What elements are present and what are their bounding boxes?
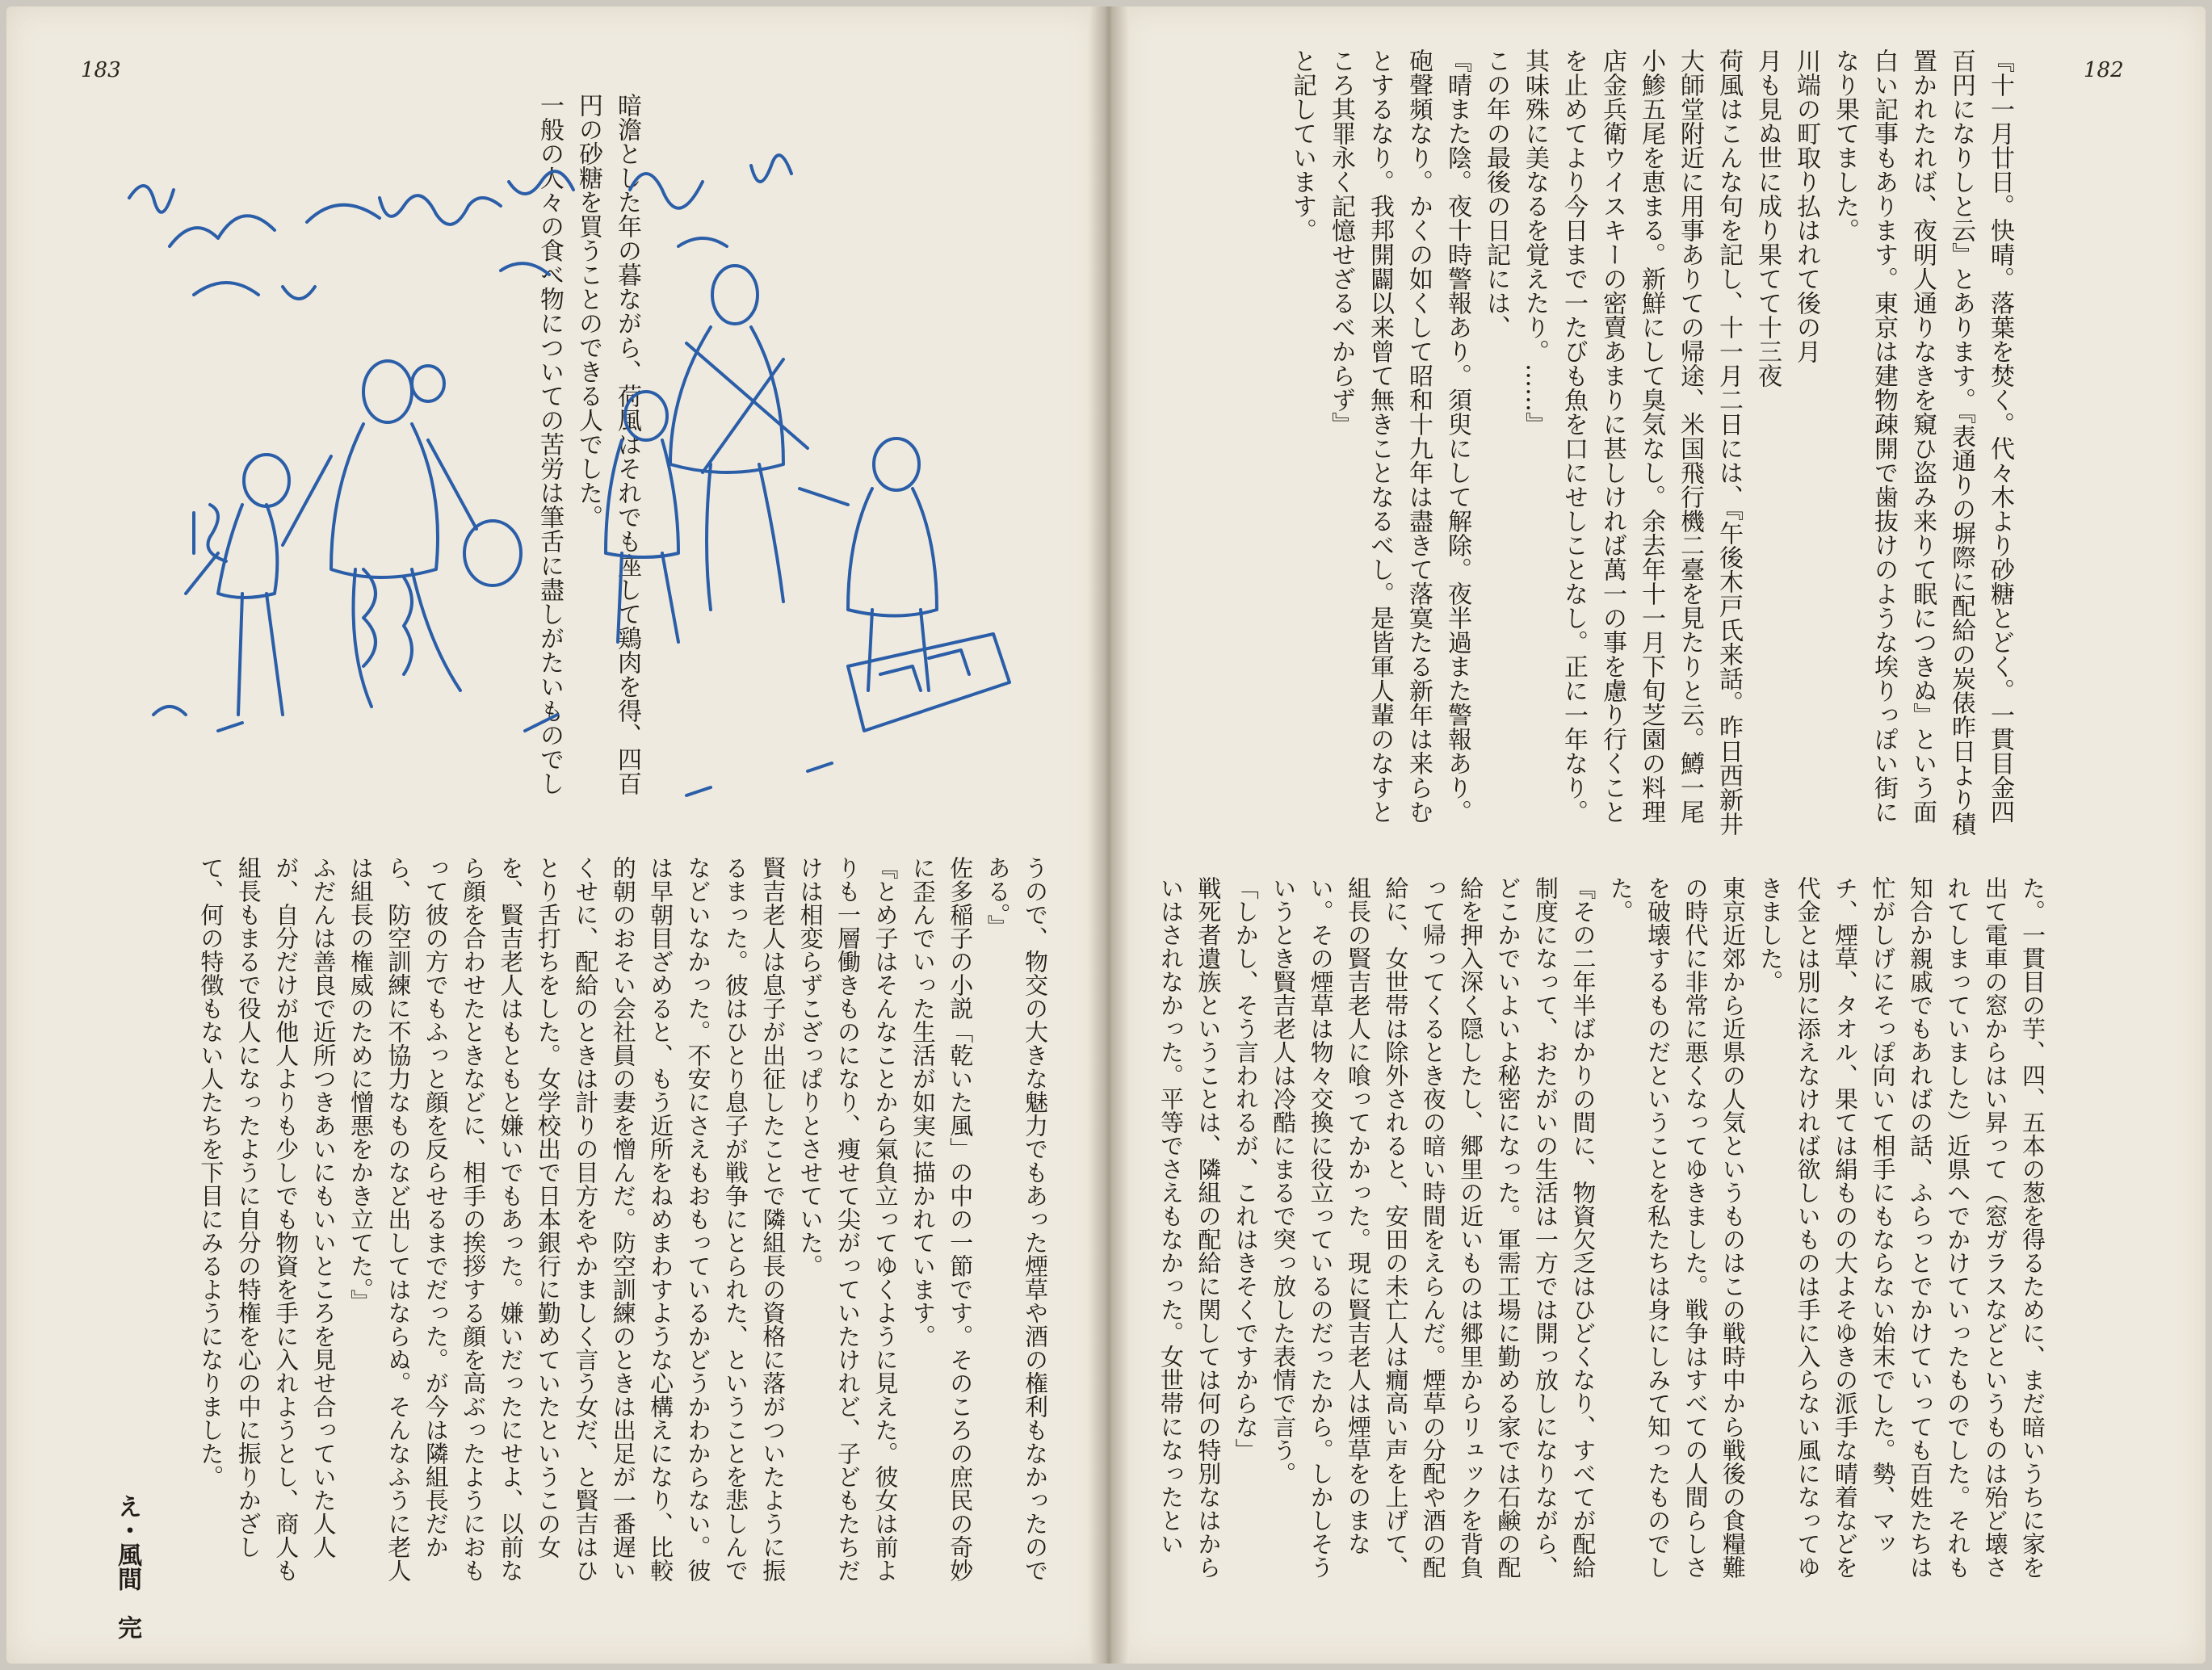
book-gutter [1089, 6, 1129, 1664]
right-page-lower-text: た。一貫目の芋、四、五本の葱を得るために、まだ暗いうちに家を出て電車の窓からはい昇って（窓ガラスなどというものは殆ど壊されてしまっていました）近県へでかけていったものでした。それも知合か親戚でもあればの話、ふらっとでかけていっても百姓たちは忙がしげにそっぽ向いて相手にもならない始末でした。勢、マッチ、煙草、タオル、果ては絹ものの大よそゆきの派手な晴着などを代金とは別に添えなければ欲しいものは手に入らない風になってゆきました。 東京近郊から近県の人気というものはこの戦時中から戦後の食糧難の時代に非常に悪くなってゆきました。戦争はすべての人間らしさを破壊するものだということを私たちは身にしみて知ったものでした。 『その二年半ばかりの間に、物資欠乏はひどくなり、すべてが配給制度になって、おたがいの生活は一方では開っ放しになりながら、どこかでいよいよ秘密になった。軍需工場に勤める家では石鹸の配給を押入深く隠したし、郷里の近いものは郷里からリュックを背負って帰ってくるとき夜の暗い時間をえらんだ。煙草の分配や酒の配給に、女世帯は除外されると、安田の未亡人は癇高い声を上げて、組長の賢吉老人に喰ってかかった。現に賢吉老人は煙草をのまない。その煙草は物々交換に役立っているのだったから。しかしそういうとき賢吉老人は冷酷にまるで突っ放した表情で言う。 「しかし、そう言われるが、これはきそくですからな」 戦死者遺族ということは、隣組の配給に関しては何の特別なはからいはされなかった。平等でさえもなかった。女世帯になったとい [1157, 876, 2046, 1579]
left-page-upper-text: 暗澹とした年の暮ながら、荷風はそれでも座して鶏肉を得、四百円の砂糖を買うことのできる人でした。 一般の人々の食べ物についての苦労は筆舌に盡しがたいものでし [535, 93, 641, 795]
left-page-lower-text: うので、物交の大きな魅力でもあった煙草や酒の権利もなかったのである。』 佐多稲子の小説「乾いた風」の中の一節です。そのころの庶民の奇妙に歪んでいった生活が如実に描かれています。 『とめ子はそんなことから氣負立ってゆくように見えた。彼女は前よりも一層働きものになり、痩せて尖がっていたけれど、子どもたちだけは相変らずこざっぱりとさせていた。 賢吉老人は息子が出征したことで隣組長の資格に落がついたように振るまった。彼はひとり息子が戦争にとられた、ということを悲しんでなどいなかった。不安にさえもおもっているかどうかわからない。彼は早朝目ざめると、もう近所をねめまわすような心構えになり、比較的朝のおそい会社員の妻を憎んだ。防空訓練のときは出足が一番遅いくせに、配給のときは計りの目方をやかましく言う女だ、と賢吉はひとり舌打ちをした。女学校出で日本銀行に勤めていたというこの女を、賢吉老人はもともと嫌いでもあった。嫌いだったにせよ、以前なら顔を合わせたときなどに、相手の挨拶する顔を高ぶったようにおもって彼の方でもふっと顔を反らせるまでだった。が今は隣組長だから、防空訓練に不協力なものなど出してはならぬ。そんなふうに老人は組長の権威のために憎悪をかき立てた。』 ふだんは善良で近所つきあいにもいいところを見せ合っていた人人が、自分だけが他人よりも少しでも物資を手に入れようとし、商人も組長もまるで役人になったように自分の特権を心の中に振りかざして、何の特徴もない人たちを下目にみるようになりました。 [197, 856, 1049, 1582]
right-page-upper-text: 『十一月廿日。快晴。落葉を焚く。代々木より砂糖とどく。一貫目金四百円になりしと云』とあります。『表通りの塀際に配給の炭俵昨日より積置かれたれば、夜明人通りなきを窺ひ盗み来りて眠につきぬ』という面白い記事もあります。東京は建物疎開で歯抜けのような埃りっぽい街になり果てました。 川端の町取り払はれて後の月 月も見ぬ世に成り果てて十三夜 荷風はこんな句を記し、十一月二日には、『午後木戸氏来話。昨日西新井大師堂附近に用事ありての帰途、米国飛行機二臺を見たりと云。鱒一尾小鯵五尾を恵まる。新鮮にして臭気なし。余去年十一月下旬芝園の料理店金兵衛ウイスキーの密賣あまりに甚しければ萬一の事を慮り行くことを止めてより今日まで一たびも魚を口にせしことなし。正に一年なり。其味殊に美なるを覚えたり。……』 この年の最後の日記には、 『晴また陰。夜十時警報あり。須臾にして解除。夜半過また警報あり。砲聲頻なり。かくの如くして昭和十九年は盡きて落寞たる新年は来らむとするなり。我邦開闢以来曾て無きことなるべし。是皆軍人輩のなすところ其罪永く記憶せざるべからず』 と記しています。 [1288, 48, 2014, 836]
illustrator-credit: え・風間 完 [113, 1494, 141, 1639]
right-page-number: 182 [2084, 58, 2124, 82]
ink-sketch-family-icon [121, 149, 1058, 820]
left-page-number: 183 [81, 58, 121, 82]
